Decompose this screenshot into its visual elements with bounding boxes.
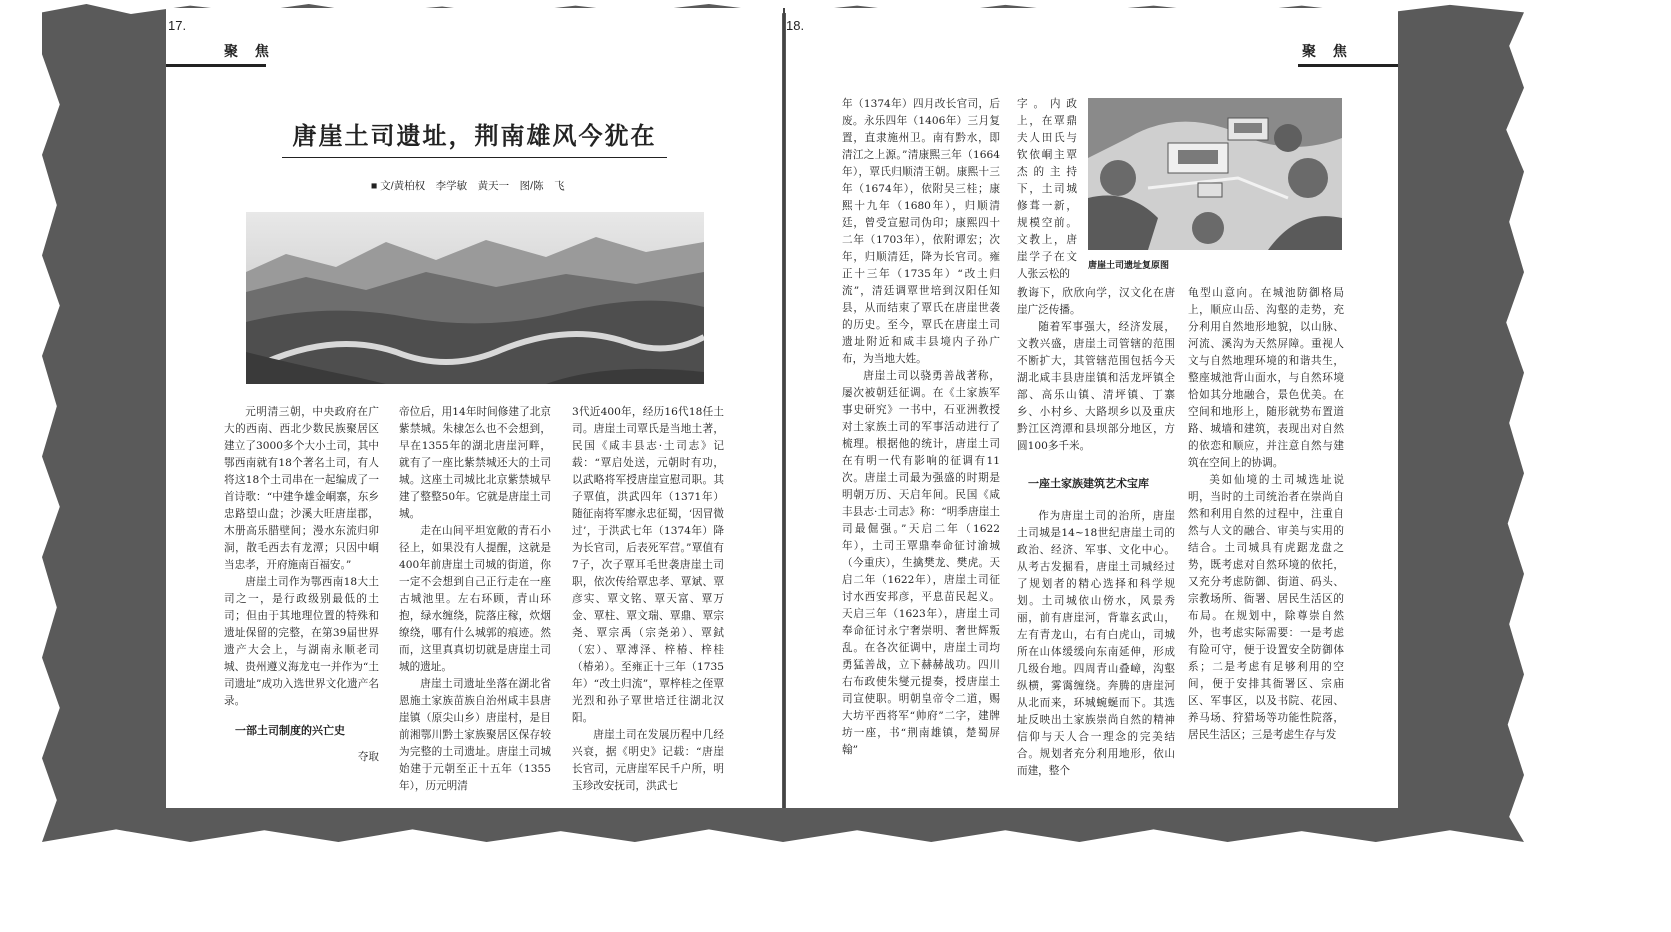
byline: ■ 文/黄柏权 李学敏 黄天一 图/陈 飞 (371, 180, 565, 192)
paragraph: 走在山间平坦宽敞的青石小径上，如果没有人提醒，这就是400年前唐崖土司城的街道，你一定不会想到自己正行走在一座古城池里。左右环顾，青山环抱，绿水缠绕，院落庄稼，炊烟缭绕，哪有什么城郭的痕迹。然而，这里真真切切就是唐崖土司城的遗址。 (399, 525, 551, 673)
page-number: 18. (786, 18, 805, 33)
paragraph: 唐崖土司在发展历程中几经兴衰，据《明史》记载：“唐崖长官司，元唐崖军民千户所，明玉珍改安抚司，洪武七 (572, 729, 724, 792)
reconstruction-photo (1088, 98, 1342, 250)
left-page (166, 8, 782, 808)
right-column-2-top (1017, 96, 1077, 283)
paragraph: 3代近400年，经历16代18任土司。唐崖土司覃氏是当地土著，民国《咸丰县志·土司志》记载：“覃启处送，元朝时有功，以武略将军授唐崖宣慰司职。其子覃值，洪武四年（1371年）随征南将军廖永忠征蜀，‘因冒微过’，于洪武七年（1374年）降为长官司，后表死军营。”覃值有7子，次子覃耳毛世袭唐崖土司职，依次传给覃忠孝、覃斌、覃彦实、覃文铭、覃天富、覃万金、覃柱、覃文瑞、覃鼎、覃宗尧、覃宗禹（宗尧弟）、覃鉽（宏）、覃溥泽、梓椿、梓桂（椿弟）。至雍正十三年（1735年）“改土归流”，覃梓桂之侄覃光烈和孙子覃世培迁往湖北汉阳。 (572, 406, 724, 724)
left-column-2 (399, 404, 551, 795)
subheading: 一座土家族建筑艺术宝库 (1028, 477, 1149, 490)
paragraph: 年（1374年）四月改长官司，后废。永乐四年（1406年）三月复置，直隶施州卫。南有黔水，即清江之上源。”清康熙三年（1664年），覃氏归顺清王朝。康熙十三年（1674年），依附吴三桂；康熙十九年（1680年），归顺清廷，曾受宣慰司伪印；康熙四十二年（1703年），依附谭宏；次年，归顺清廷，降为长官司。雍正十三年（1735年）“改土归流”，清廷调覃世培到汉阳任知县，从而结束了覃氏在唐崖世袭的历史。至今，覃氏在唐崖土司遗址附近和咸丰县境内子孙广布，为当地大姓。 (842, 98, 1000, 365)
paragraph: 美如仙境的土司城选址说明，当时的土司统治者在崇尚自然和利用自然的过程中，注重自然与人文的融合、审美与实用的结合。土司城具有虎踞龙盘之势，既考虑对自然环境的依托，又充分考虑防御、街道、码头、宗教场所、衙署、居民生活区的布局。在规划中，除尊崇自然外，也考虑实际需要：一是考虑有险可守，便于设置安全防御体系；二是考虑有足够利用的空间，便于安排其衙署区、宗庙区、军事区，以及书院、花园、养马场、狩猎场等功能性院落，居民生活区；三是考虑生存与发 (1188, 474, 1344, 741)
left-column-1 (224, 404, 379, 766)
right-column-3 (1188, 285, 1344, 744)
right-page (786, 8, 1398, 808)
paragraph: 龟型山意向。在城池防御格局上，顺应山岳、沟壑的走势，充分利用自然地形地貌，以山脉、河流、溪沟为天然屏障。重视人文与自然地理环境的和谐共生，整座城池背山面水，与自然环境恰如其分地融合，景色优美。在空间和地形上，随形就势布置道路、城墙和建筑，表现出对自然的依恋和顺应，并注意自然与建筑在空间上的协调。 (1188, 287, 1344, 469)
page-number: 17. (168, 18, 187, 33)
right-column-1 (842, 96, 1000, 759)
right-column-2 (1017, 285, 1175, 780)
page-fold (783, 8, 785, 808)
paragraph: 随着军事强大，经济发展，文教兴盛，唐崖土司管辖的范围不断扩大，其管辖范围包括今天湖北咸丰县唐崖镇和活龙坪镇全部、高乐山镇、清坪镇、丁寨乡、小村乡、大路坝乡以及重庆黔江区湾潭和县坝部分地区，方圆100多千米。 (1017, 321, 1175, 452)
paragraph: 夺取 (357, 751, 379, 763)
landscape-photo (246, 212, 704, 384)
paragraph: 教诲下，欣欣向学，汉文化在唐崖广泛传播。 (1017, 287, 1175, 316)
section-rule (166, 64, 266, 67)
paragraph: 帝位后，用14年时间修建了北京紫禁城。朱棣怎么也不会想到，早在1355年的湖北唐崖河畔，就有了一座比紫禁城还大的土司城。这座土司城比北京紫禁城早建了整整50年。它就是唐崖土司城。 (399, 406, 551, 520)
photo-caption: 唐崖土司遗址复原图 (1088, 261, 1170, 271)
section-label: 聚 焦 (224, 44, 275, 60)
paragraph: 元明清三朝，中央政府在广大的西南、西北少数民族聚居区建立了3000多个大小土司，其中鄂西南就有18个著名土司，有人将这18个土司串在一起编成了一首诗歌：“中建争雄金峒寨，东乡忠路望山盘；沙溪大旺唐崖郡，木册高乐腊壁间；漫水东流归卯洞，散毛西去有龙潭；只因中峒当忠孝，开府施南百福安。” (224, 406, 379, 571)
section-label: 聚 焦 (1302, 44, 1353, 60)
section-rule (1298, 64, 1398, 67)
subheading: 一部土司制度的兴亡史 (235, 724, 345, 737)
paragraph: 作为唐崖土司的治所，唐崖土司城是14~18世纪唐崖土司的政治、经济、军事、文化中心。从考古发掘看，唐崖土司城经过了规划者的精心选择和科学规划。土司城依山傍水，风景秀丽，前有唐崖河，背靠玄武山，左有青龙山，右有白虎山，司城所在山体缓缓向东南延伸，形成几级台地。四周青山叠嶂，沟壑纵横，雾霭缠绕。奔腾的唐崖河从北而来，环城蜿蜒而下。其选址反映出土家族崇尚自然的精神信仰与天人合一理念的完美结合。规划者充分利用地形，依山而建，整个 (1017, 510, 1175, 777)
paragraph: 唐崖土司遗址坐落在湖北省恩施土家族苗族自治州咸丰县唐崖镇（原尖山乡）唐崖村，是目前湘鄂川黔土家族聚居区保存较为完整的土司遗址。唐崖土司城始建于元朝至正十五年（1355年），历元明清 (399, 678, 551, 792)
paragraph: 唐崖土司作为鄂西南18大土司之一，是行政级别最低的土司；但由于其地理位置的特殊和遗址保留的完整，在第39届世界遗产大会上，与湖南永顺老司城、贵州遵义海龙屯一并作为“土司遗址”成功入选世界文化遗产名录。 (224, 576, 379, 707)
left-column-3 (572, 404, 724, 795)
article-title: 唐崖土司遗址，荆南雄风今犹在 (282, 116, 667, 158)
paragraph: 唐崖土司以骁勇善战著称，屡次被朝廷征调。在《土家族军事史研究》一书中，石亚洲教授对土家族土司的军事活动进行了梳理。根据他的统计，唐崖土司在有明一代有影响的征调有11次。唐崖土司最为强盛的时期是明朝万历、天启年间。民国《咸丰县志·土司志》称：“明季唐崖土司最倔强。”天启二年（1622年），土司王覃鼎奉命征讨渝城（今重庆），生擒樊龙、樊虎。天启二年（1622年），唐崖土司征讨水西安邦彦，平息苗民起义。天启三年（1623年），唐崖土司奉命征讨永宁奢崇明、奢世辉叛乱。在各次征调中，唐崖土司均勇猛善战，立下赫赫战功。四川右布政使朱燮元提奏，授唐崖土司宣使职。明朝皇帝令二道，赐大坊平西将军“帅府”二字，建牌坊一座，书“荆南雄镇，楚蜀屏翰” (842, 370, 1000, 756)
paragraph: 字。内政上，在覃鼎夫人田氏与钦依峒主覃杰的主持下，土司城修葺一新，规模空前。文教上，唐崖学子在文人张云松的 (1017, 98, 1077, 280)
